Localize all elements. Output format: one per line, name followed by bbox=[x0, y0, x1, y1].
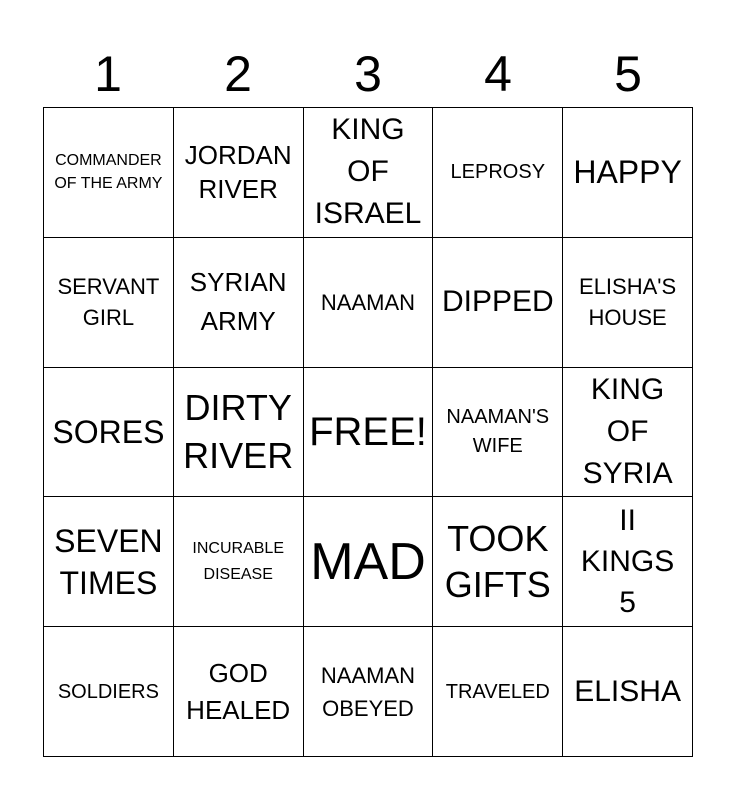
cell-text: KING OF ISRAEL bbox=[314, 113, 422, 231]
cell-text: II KINGS 5 bbox=[580, 504, 675, 620]
bingo-cell[interactable] bbox=[433, 368, 563, 498]
column-number-3: 3 bbox=[354, 46, 382, 102]
bingo-cell[interactable] bbox=[174, 238, 304, 368]
bingo-cell[interactable] bbox=[174, 108, 304, 238]
cell-text: INCURABLE DISEASE bbox=[192, 539, 284, 583]
bingo-cell[interactable] bbox=[563, 497, 693, 627]
bingo-cell[interactable] bbox=[44, 108, 174, 238]
cell-text: ELISHA bbox=[574, 674, 681, 708]
bingo-cell[interactable] bbox=[304, 497, 434, 627]
cell-text: HAPPY bbox=[573, 154, 682, 191]
bingo-cell[interactable] bbox=[174, 368, 304, 498]
cell-text: GOD HEALED bbox=[186, 657, 291, 725]
cell-text: SORES bbox=[52, 413, 165, 450]
column-number-header bbox=[43, 42, 693, 106]
cell-text: TOOK GIFTS bbox=[444, 517, 551, 605]
bingo-cell[interactable] bbox=[563, 368, 693, 498]
cell-text: SOLDIERS bbox=[57, 680, 159, 703]
bingo-cell[interactable] bbox=[44, 497, 174, 627]
bingo-cell[interactable] bbox=[563, 108, 693, 238]
cell-text: KING OF SYRIA bbox=[582, 372, 673, 490]
cell-text: JORDAN RIVER bbox=[184, 140, 292, 205]
free-space: FREE! bbox=[309, 409, 427, 454]
bingo-cell[interactable] bbox=[433, 238, 563, 368]
cell-text: DIPPED bbox=[441, 285, 554, 319]
cell-text: NAAMAN'S WIFE bbox=[446, 405, 550, 457]
bingo-board bbox=[43, 107, 693, 757]
bingo-cell[interactable] bbox=[174, 497, 304, 627]
bingo-cell[interactable] bbox=[563, 627, 693, 757]
cell-text: NAAMAN bbox=[320, 289, 416, 315]
bingo-cell[interactable] bbox=[304, 627, 434, 757]
bingo-cell[interactable] bbox=[44, 627, 174, 757]
bingo-cell[interactable] bbox=[304, 368, 434, 498]
cell-text: NAAMAN OBEYED bbox=[320, 662, 416, 721]
cell-text: ELISHA'S HOUSE bbox=[579, 274, 677, 331]
bingo-cell[interactable] bbox=[304, 108, 434, 238]
bingo-cell[interactable] bbox=[433, 627, 563, 757]
cell-text: SERVANT GIRL bbox=[57, 274, 160, 331]
column-number-5: 5 bbox=[614, 46, 642, 102]
bingo-cell[interactable] bbox=[563, 238, 693, 368]
bingo-cell[interactable] bbox=[433, 108, 563, 238]
cell-text: COMMANDER OF THE ARMY bbox=[54, 152, 163, 193]
bingo-cell[interactable] bbox=[44, 368, 174, 498]
cell-text: TRAVELED bbox=[445, 680, 550, 703]
bingo-cell[interactable] bbox=[304, 238, 434, 368]
cell-text: SYRIAN ARMY bbox=[189, 267, 287, 337]
bingo-cell[interactable] bbox=[433, 497, 563, 627]
cell-text: MAD bbox=[310, 532, 426, 591]
cell-text: SEVEN TIMES bbox=[54, 522, 163, 601]
bingo-cell[interactable] bbox=[44, 238, 174, 368]
column-number-4: 4 bbox=[484, 46, 512, 102]
cell-text: LEPROSY bbox=[450, 161, 546, 184]
column-number-1: 1 bbox=[94, 46, 122, 102]
bingo-cell[interactable] bbox=[174, 627, 304, 757]
column-number-2: 2 bbox=[224, 46, 252, 102]
cell-text: DIRTY RIVER bbox=[183, 386, 294, 476]
